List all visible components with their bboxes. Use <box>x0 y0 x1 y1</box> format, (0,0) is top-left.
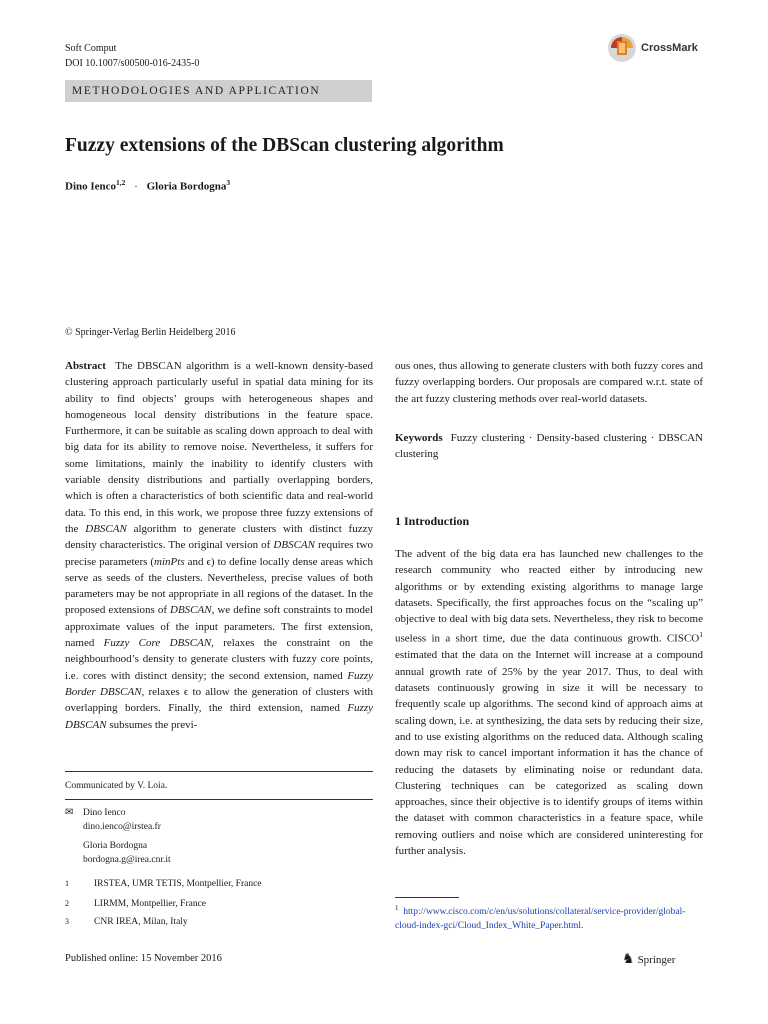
author-list <box>65 178 230 193</box>
section-heading: 1 Introduction <box>395 514 470 528</box>
abstract-label: Abstract <box>65 360 106 372</box>
crossmark-icon <box>607 33 637 63</box>
abstract-text: Abstract The DBSCAN algorithm is a well-known density-based clustering approach particularly useful in spatial data mining for its ability to find objects’ groups with heterogeneous shapes and homogeneous local density distributions in the feature space. Furthermore, it can be suitable as scaling down approach to deal with big data for its ability to remove noise. Nevertheless, it suffers for some limitations, mainly the inability to identify clusters with variable density distributions and partially overlapping borders, which is often a characteristics of both scientific data and real-world data. To this end, in this work, we propose three fuzzy extensions of the DBSCAN algorithm to generate clusters with distinct fuzzy density characteristics. The original version of DBSCAN requires two precise parameters (minPts and ϵ) to define locally dense areas which serve as seeds of the clusters. Nevertheless, precise values of both parameters may be not appropriate in all regions of the dataset. In the proposed extensions of DBSCAN, we define soft constraints to model approximate values of the input parameters. The first extension, named Fuzzy Core DBSCAN, relaxes the constraint on the neighbourhood’s density to generate clusters with fuzzy core points, i.e. cores with distinct density; the second extension, named Fuzzy Border DBSCAN, relaxes ϵ to allow the generation of clusters with overlapping borders. Finally, the third extension, named Fuzzy DBSCAN subsumes the previ- <box>65 360 374 731</box>
affiliation: 3 CNR IREA, Milan, Italy <box>65 917 188 927</box>
email-link[interactable]: bordogna.g@irea.cnr.it <box>83 855 171 865</box>
publisher-logo <box>622 951 675 968</box>
contact-divider <box>65 799 373 800</box>
communicated-by: Communicated by V. Loia. <box>65 781 168 791</box>
keywords-label: Keywords <box>395 431 443 444</box>
copyright: © Springer-Verlag Berlin Heidelberg 2016 <box>65 327 236 338</box>
contact-author-2: Gloria Bordogna bordogna.g@irea.cnr.it <box>83 841 171 865</box>
journal-name: Soft Comput <box>65 43 117 54</box>
author-affiliation-ref: 3 <box>226 178 231 187</box>
affiliation: 2 LIRMM, Montpellier, France <box>65 899 207 909</box>
publisher-name: Springer <box>637 953 676 966</box>
footnote-divider <box>395 897 459 898</box>
author-name: Gloria Bordogna <box>146 180 227 193</box>
springer-horse-icon: ♞ <box>622 952 635 967</box>
keywords <box>395 430 703 463</box>
abstract-left-column <box>65 358 373 733</box>
affiliation: 1 IRSTEA, UMR TETIS, Montpellier, France <box>65 879 262 889</box>
article-type: METHODOLOGIES AND APPLICATION <box>72 85 321 97</box>
abstract-continued: ous ones, thus allowing to generate clusters with both fuzzy cores and fuzzy overlapping borders. Our proposals are compared w.r.t. state of the art fuzzy clustering methods over real-world datasets. <box>395 360 703 405</box>
footnote-ref[interactable]: 1 <box>699 630 703 640</box>
abstract-right-column <box>395 358 703 462</box>
contact-block <box>65 806 365 867</box>
article-type-banner <box>65 80 372 102</box>
doi: DOI 10.1007/s00500-016-2435-0 <box>65 58 200 69</box>
author-name: Dino Ienco <box>65 180 117 193</box>
paper-title: Fuzzy extensions of the DBScan clustering algorithm <box>65 135 504 156</box>
journal-header <box>65 41 199 71</box>
introduction-text: The advent of the big data era has launched new challenges to the research community who reacted either by introducing new algorithms or by extending existing algorithms to manage large datasets. Specifically, the first approaches focus on the “scaling up” objective to deal with big data sets. Nevertheless, they risk to become useless in a short time, due the data continuous growth. CISCO$^1$ estimated that the data on the Internet will increase at a compound annual growth rate of 25% by the year 2017. Thus, to deal with datasets continuously growing in size it will be necessary to frequently scale up algorithms. The second kind of approach aims at scaling down, i.e. at synthesizing, the data sets by reducing their size, and to use existing algorithms on the reduced data. Although scaling down may risk to cancel important information it has the chance of reducing the datasets by eliminating noise or redundant data. Clustering techniques can be categorized as scaling down approaches, since their objective is to identify groups of items within the dataset with common characteristics in a feature space, while removing outliers and noise which are considered uninteresting for further analysis. <box>395 548 703 857</box>
email-link[interactable]: dino.ienco@irstea.fr <box>83 822 161 832</box>
keywords-list: Fuzzy clustering · Density-based clustering · DBSCAN clustering <box>395 431 703 461</box>
contact-author-1: Dino Ienco dino.ienco@irstea.fr <box>83 808 161 832</box>
footnote-link[interactable]: http://www.cisco.com/c/en/us/solutions/collateral/service-provider/global-cloud-index-gci/Cloud_Index_White_Paper.html. <box>395 907 686 932</box>
author-separator: · <box>134 180 138 193</box>
crossmark-badge[interactable] <box>607 30 717 66</box>
author-affiliation-ref: 1,2 <box>116 178 126 187</box>
footnote: $^1$ http://www.cisco.com/c/en/us/solutions/collateral/service-provider/global-cloud-index-gci/Cloud_Index_White_Paper.html. <box>395 904 686 932</box>
crossmark-label: CrossMark <box>641 42 698 54</box>
envelope-icon: ✉ <box>65 807 74 818</box>
published-date: Published online: 15 November 2016 <box>65 953 222 964</box>
footer-divider <box>65 771 373 772</box>
